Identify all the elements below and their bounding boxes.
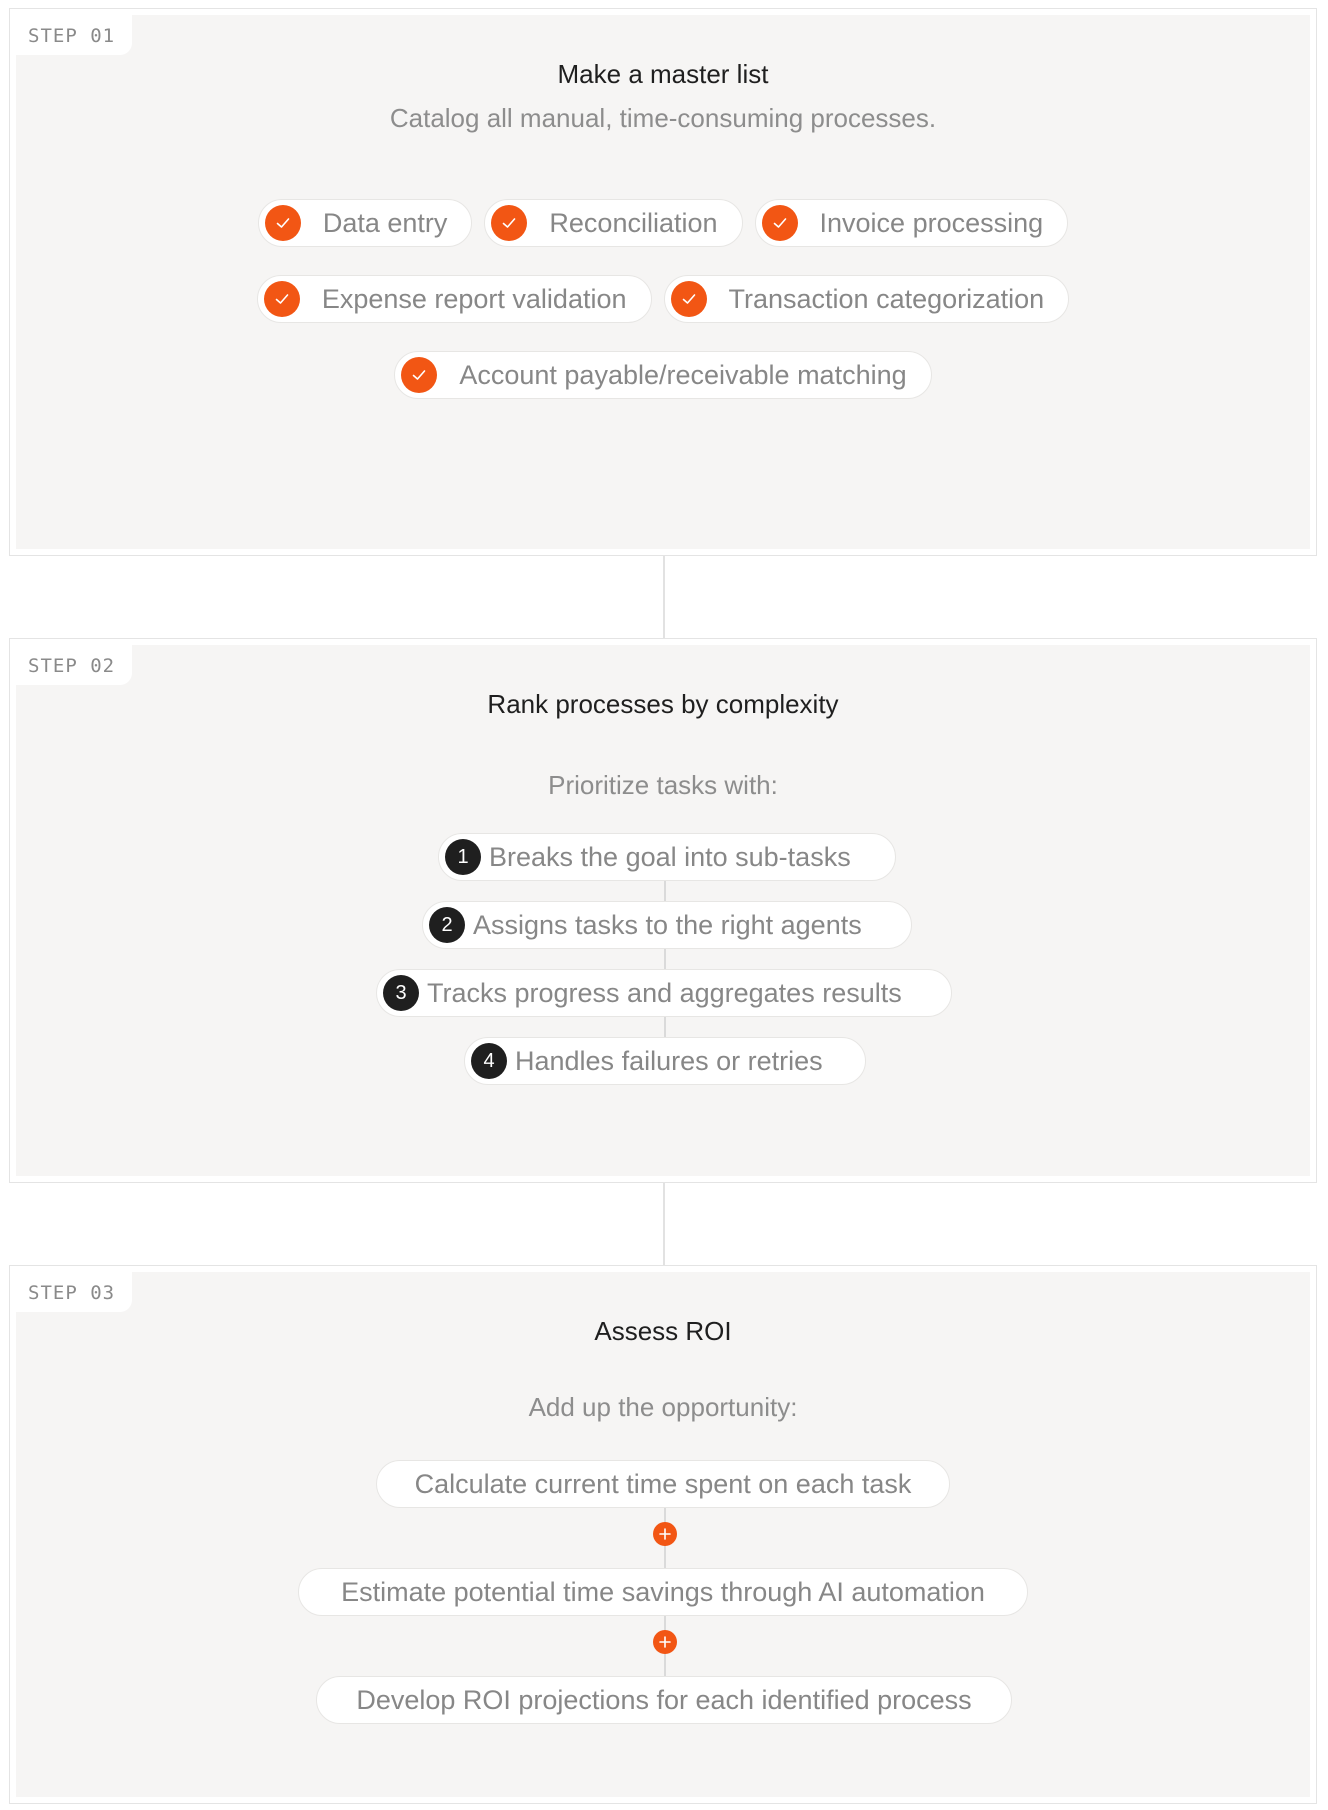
priority-label: Tracks progress and aggregates results [427, 977, 902, 1008]
step-02-title: Rank processes by complexity [487, 689, 839, 719]
check-icon [491, 205, 527, 241]
step-02-subtitle: Prioritize tasks with: [548, 770, 778, 800]
process-label: Transaction categorization [728, 283, 1045, 314]
check-icon [265, 205, 301, 241]
process-pill [664, 275, 1070, 323]
number-badge: 2 [429, 907, 465, 943]
check-icon [264, 281, 300, 317]
step-01-tab [10, 9, 132, 55]
roi-item [316, 1676, 1012, 1724]
step-02-card [9, 638, 1317, 1183]
priority-item [376, 969, 952, 1017]
step-03-title: Assess ROI [594, 1316, 732, 1346]
step-03-card [9, 1265, 1317, 1804]
process-pill [755, 199, 1069, 247]
step-label: STEP 01 [28, 25, 116, 47]
step-label: STEP 02 [28, 655, 116, 677]
number-badge: 3 [383, 975, 419, 1011]
number-badge: 4 [471, 1043, 507, 1079]
process-row [10, 199, 1316, 247]
process-pill [258, 199, 473, 247]
step-02-tab [10, 639, 132, 685]
process-label: Data entry [322, 207, 448, 238]
step-03-tab [10, 1266, 132, 1312]
step-connector [663, 1183, 665, 1265]
step-03-subtitle: Add up the opportunity: [528, 1392, 798, 1422]
step-01-title: Make a master list [557, 59, 769, 89]
process-label: Expense report validation [321, 283, 627, 314]
roi-label: Calculate current time spent on each task [414, 1468, 912, 1499]
plus-icon [653, 1630, 677, 1654]
process-row [10, 275, 1316, 323]
step-connector [663, 556, 665, 638]
process-label: Account payable/receivable matching [459, 359, 907, 390]
roi-item [376, 1460, 950, 1508]
priority-label: Assigns tasks to the right agents [473, 909, 862, 940]
roi-item [298, 1568, 1028, 1616]
check-icon [401, 357, 437, 393]
step-01-card [9, 8, 1317, 556]
priority-label: Breaks the goal into sub-tasks [489, 841, 851, 872]
process-pill [394, 351, 931, 399]
process-label: Reconciliation [549, 207, 718, 238]
check-icon [762, 205, 798, 241]
step-01-subtitle: Catalog all manual, time-consuming processes. [389, 103, 937, 133]
priority-item [438, 833, 896, 881]
roi-label: Estimate potential time savings through AI automation [341, 1576, 985, 1607]
process-row [10, 351, 1316, 399]
check-icon [671, 281, 707, 317]
number-badge: 1 [445, 839, 481, 875]
process-pill [257, 275, 652, 323]
priority-item [464, 1037, 866, 1085]
roi-label: Develop ROI projections for each identified process [356, 1684, 972, 1715]
priority-item [422, 901, 912, 949]
process-label: Invoice processing [819, 207, 1044, 238]
priority-label: Handles failures or retries [515, 1045, 823, 1076]
plus-icon [653, 1522, 677, 1546]
step-label: STEP 03 [28, 1282, 116, 1304]
process-pill [484, 199, 742, 247]
